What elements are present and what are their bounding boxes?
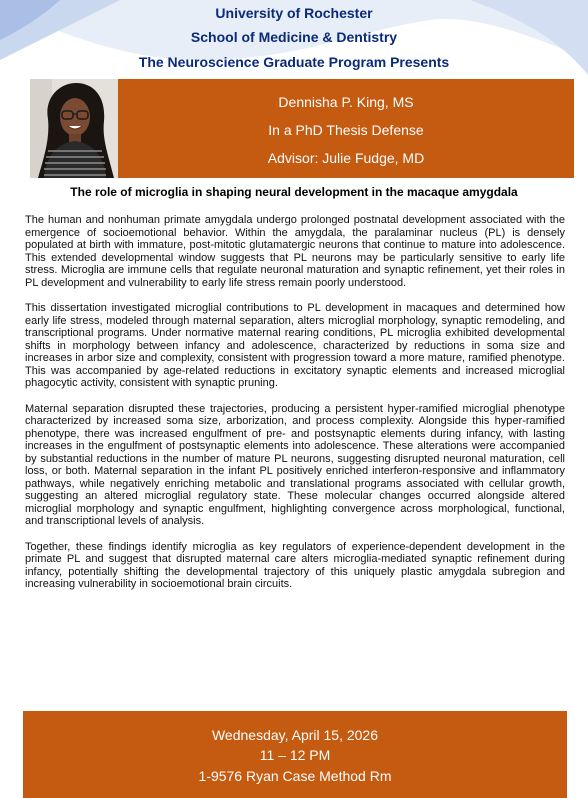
university-name: University of Rochester — [215, 5, 373, 21]
abstract — [25, 214, 565, 604]
school-name: School of Medicine & Dentistry — [190, 29, 398, 45]
abstract-paragraph: The human and nonhuman primate amygdala undergo prolonged postnatal development associated with the emergence of socioemotional behavior. Within the amygdala, the paralaminar nucleus (PL) is densely populated at birth with immature, post-mitotic glutamatergic neurons that continue to mature into adolescence. This extended developmental window suggests that PL neurons may be particularly sensitive to early life stress. Microglia are immune cells that regulate neuronal maturation and synaptic refinement, yet their roles in PL development and vulnerability to early life stress remain poorly understood. — [25, 214, 565, 289]
abstract-paragraph: Maternal separation disrupted these trajectories, producing a persistent hyper-ramified microglial phenotype characterized by increased soma size, arborization, and process complexity. Alongside this hyper-ramified phenotype, there was increased engulfment of pre- and postsynaptic elements during infancy, with lasting increases in the engulfment of postsynaptic elements into adolescence. These alterations were accompanied by substantial reductions in the number of mature PL neurons, suggesting disrupted neuronal maturation, cell loss, or both. Maternal separation in the infant PL positively enriched interferon-responsive and inflammatory pathways, while negatively enriching metabolic and translational programs associated with cellular growth, suggesting an altered microglial regulatory state. These molecular changes occurred alongside altered microglial morphology and synaptic engulfment, highlighting convergence across morphological, functional, and transcriptional levels of analysis. — [25, 402, 565, 527]
event-location: 1-9576 Ryan Case Method Rm — [198, 768, 392, 784]
event-type: In a PhD Thesis Defense — [268, 122, 424, 138]
speaker-name: Dennisha P. King, MS — [278, 94, 414, 110]
abstract-paragraph: This dissertation investigated microglial contributions to PL development in macaques and determined how early life stress, modeled through maternal separation, alters microglial morphology, synaptic remodeling, and transcriptional programs. Under normative maternal rearing conditions, PL microglia exhibited developmental shifts in morphology between infancy and adolescence, characterized by reductions in soma size and increases in arbor size and complexity, consistent with progression toward a more mature, ramified phenotype. This was accompanied by age-related reductions in excitatory synaptic elements and increased microglial phagocytic activity, consistent with synaptic pruning. — [25, 302, 565, 389]
abstract-paragraph: Together, these findings identify microglia as key regulators of experience-dependent development in the primate PL and suggest that disrupted maternal care alters microglia-mediated synaptic refinement during infancy, potentially shifting the developmental trajectory of this uniquely plastic amygdala subregion and increasing vulnerability in socioemotional brain circuits. — [25, 540, 565, 590]
thesis-title: The role of microglia in shaping neural development in the macaque amygdala — [70, 185, 518, 199]
program-presents: The Neuroscience Graduate Program Presents — [138, 54, 450, 70]
event-date: Wednesday, April 15, 2026 — [211, 727, 379, 743]
speaker-info — [118, 79, 574, 178]
speaker-photo — [30, 79, 118, 178]
event-time: 11 – 12 PM — [259, 747, 331, 763]
advisor: Advisor: Julie Fudge, MD — [267, 150, 425, 166]
event-details — [23, 711, 567, 798]
